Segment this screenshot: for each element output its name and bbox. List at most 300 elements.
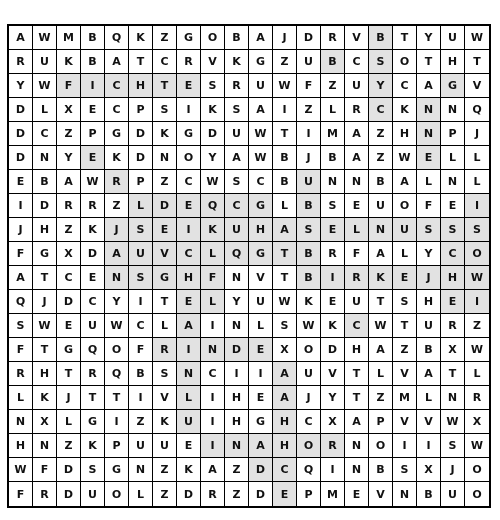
- grid-cell[interactable]: C: [177, 242, 201, 266]
- grid-cell[interactable]: K: [81, 434, 105, 458]
- grid-cell[interactable]: M: [321, 482, 345, 506]
- grid-cell[interactable]: T: [81, 386, 105, 410]
- grid-cell[interactable]: M: [57, 26, 81, 50]
- grid-cell[interactable]: U: [225, 218, 249, 242]
- grid-cell[interactable]: H: [33, 218, 57, 242]
- grid-cell[interactable]: B: [369, 458, 393, 482]
- grid-cell[interactable]: P: [297, 482, 321, 506]
- grid-cell[interactable]: W: [393, 146, 417, 170]
- grid-cell[interactable]: A: [273, 218, 297, 242]
- grid-cell[interactable]: Z: [57, 122, 81, 146]
- grid-cell[interactable]: C: [105, 98, 129, 122]
- grid-cell[interactable]: W: [249, 122, 273, 146]
- grid-cell[interactable]: Z: [225, 458, 249, 482]
- grid-cell[interactable]: A: [249, 98, 273, 122]
- grid-cell[interactable]: E: [153, 218, 177, 242]
- grid-cell[interactable]: R: [225, 74, 249, 98]
- grid-cell[interactable]: G: [153, 266, 177, 290]
- grid-cell[interactable]: U: [81, 314, 105, 338]
- grid-cell[interactable]: I: [201, 410, 225, 434]
- grid-cell[interactable]: A: [225, 146, 249, 170]
- grid-cell[interactable]: F: [297, 74, 321, 98]
- grid-cell[interactable]: E: [249, 338, 273, 362]
- grid-cell[interactable]: W: [297, 314, 321, 338]
- grid-cell[interactable]: K: [81, 218, 105, 242]
- grid-cell[interactable]: B: [33, 170, 57, 194]
- grid-cell[interactable]: S: [393, 458, 417, 482]
- grid-cell[interactable]: L: [33, 98, 57, 122]
- grid-cell[interactable]: G: [57, 338, 81, 362]
- grid-cell[interactable]: I: [129, 290, 153, 314]
- grid-cell[interactable]: V: [249, 266, 273, 290]
- grid-cell[interactable]: R: [81, 362, 105, 386]
- grid-cell[interactable]: F: [345, 242, 369, 266]
- grid-cell[interactable]: E: [57, 314, 81, 338]
- grid-cell[interactable]: D: [9, 146, 33, 170]
- grid-cell[interactable]: U: [345, 74, 369, 98]
- grid-cell[interactable]: A: [273, 362, 297, 386]
- grid-cell[interactable]: N: [441, 170, 465, 194]
- grid-cell[interactable]: C: [105, 74, 129, 98]
- grid-cell[interactable]: A: [57, 170, 81, 194]
- grid-cell[interactable]: S: [465, 218, 489, 242]
- grid-cell[interactable]: T: [33, 266, 57, 290]
- grid-cell[interactable]: L: [9, 386, 33, 410]
- grid-cell[interactable]: H: [273, 434, 297, 458]
- grid-cell[interactable]: Y: [417, 26, 441, 50]
- grid-cell[interactable]: F: [9, 482, 33, 506]
- grid-cell[interactable]: Z: [393, 338, 417, 362]
- grid-cell[interactable]: H: [225, 410, 249, 434]
- grid-cell[interactable]: N: [393, 482, 417, 506]
- grid-cell[interactable]: Z: [153, 482, 177, 506]
- grid-cell[interactable]: I: [321, 458, 345, 482]
- grid-cell[interactable]: N: [9, 410, 33, 434]
- grid-cell[interactable]: I: [297, 122, 321, 146]
- grid-cell[interactable]: U: [297, 170, 321, 194]
- grid-cell[interactable]: N: [345, 170, 369, 194]
- grid-cell[interactable]: S: [369, 50, 393, 74]
- grid-cell[interactable]: G: [249, 410, 273, 434]
- grid-cell[interactable]: I: [393, 434, 417, 458]
- grid-cell[interactable]: B: [225, 26, 249, 50]
- grid-cell[interactable]: W: [465, 338, 489, 362]
- grid-cell[interactable]: C: [369, 98, 393, 122]
- grid-cell[interactable]: T: [273, 266, 297, 290]
- grid-cell[interactable]: U: [417, 314, 441, 338]
- grid-cell[interactable]: C: [393, 74, 417, 98]
- grid-cell[interactable]: A: [9, 26, 33, 50]
- grid-cell[interactable]: B: [321, 50, 345, 74]
- grid-cell[interactable]: F: [33, 458, 57, 482]
- grid-cell[interactable]: E: [393, 266, 417, 290]
- grid-cell[interactable]: I: [465, 194, 489, 218]
- grid-cell[interactable]: U: [153, 434, 177, 458]
- grid-cell[interactable]: A: [177, 314, 201, 338]
- grid-cell[interactable]: E: [177, 434, 201, 458]
- grid-cell[interactable]: W: [465, 26, 489, 50]
- grid-cell[interactable]: N: [225, 266, 249, 290]
- grid-cell[interactable]: W: [441, 410, 465, 434]
- grid-cell[interactable]: G: [105, 122, 129, 146]
- grid-cell[interactable]: G: [105, 458, 129, 482]
- grid-cell[interactable]: U: [441, 26, 465, 50]
- grid-cell[interactable]: S: [129, 266, 153, 290]
- grid-cell[interactable]: E: [177, 290, 201, 314]
- grid-cell[interactable]: I: [177, 98, 201, 122]
- grid-cell[interactable]: O: [297, 434, 321, 458]
- grid-cell[interactable]: R: [33, 482, 57, 506]
- grid-cell[interactable]: L: [129, 194, 153, 218]
- grid-cell[interactable]: J: [9, 218, 33, 242]
- grid-cell[interactable]: Q: [9, 290, 33, 314]
- grid-cell[interactable]: J: [297, 386, 321, 410]
- grid-cell[interactable]: A: [249, 26, 273, 50]
- grid-cell[interactable]: S: [81, 458, 105, 482]
- grid-cell[interactable]: F: [417, 194, 441, 218]
- grid-cell[interactable]: T: [153, 290, 177, 314]
- grid-cell[interactable]: E: [81, 146, 105, 170]
- grid-cell[interactable]: Q: [105, 26, 129, 50]
- grid-cell[interactable]: Z: [57, 218, 81, 242]
- grid-cell[interactable]: H: [393, 122, 417, 146]
- grid-cell[interactable]: Y: [417, 242, 441, 266]
- grid-cell[interactable]: W: [105, 314, 129, 338]
- grid-cell[interactable]: N: [441, 386, 465, 410]
- grid-cell[interactable]: B: [297, 266, 321, 290]
- grid-cell[interactable]: B: [321, 146, 345, 170]
- grid-cell[interactable]: L: [441, 146, 465, 170]
- grid-cell[interactable]: C: [249, 170, 273, 194]
- grid-cell[interactable]: J: [441, 458, 465, 482]
- grid-cell[interactable]: K: [105, 146, 129, 170]
- grid-cell[interactable]: X: [441, 338, 465, 362]
- grid-cell[interactable]: C: [153, 50, 177, 74]
- grid-cell[interactable]: L: [249, 314, 273, 338]
- grid-cell[interactable]: K: [33, 386, 57, 410]
- grid-cell[interactable]: L: [321, 98, 345, 122]
- grid-cell[interactable]: Z: [273, 50, 297, 74]
- grid-cell[interactable]: B: [297, 194, 321, 218]
- grid-cell[interactable]: A: [201, 458, 225, 482]
- grid-cell[interactable]: A: [393, 170, 417, 194]
- grid-cell[interactable]: P: [369, 410, 393, 434]
- grid-cell[interactable]: H: [9, 434, 33, 458]
- grid-cell[interactable]: L: [393, 242, 417, 266]
- grid-cell[interactable]: F: [9, 242, 33, 266]
- grid-cell[interactable]: G: [177, 26, 201, 50]
- grid-cell[interactable]: C: [273, 458, 297, 482]
- grid-cell[interactable]: A: [9, 266, 33, 290]
- grid-cell[interactable]: Q: [465, 98, 489, 122]
- grid-cell[interactable]: V: [201, 50, 225, 74]
- grid-cell[interactable]: F: [57, 74, 81, 98]
- grid-cell[interactable]: C: [81, 290, 105, 314]
- grid-cell[interactable]: D: [81, 242, 105, 266]
- grid-cell[interactable]: I: [105, 410, 129, 434]
- grid-cell[interactable]: V: [369, 482, 393, 506]
- grid-cell[interactable]: D: [57, 290, 81, 314]
- grid-cell[interactable]: R: [345, 98, 369, 122]
- grid-cell[interactable]: U: [297, 362, 321, 386]
- grid-cell[interactable]: J: [105, 218, 129, 242]
- grid-cell[interactable]: X: [417, 458, 441, 482]
- grid-cell[interactable]: D: [153, 194, 177, 218]
- grid-cell[interactable]: E: [81, 266, 105, 290]
- grid-cell[interactable]: B: [273, 146, 297, 170]
- grid-cell[interactable]: X: [273, 338, 297, 362]
- grid-cell[interactable]: X: [57, 98, 81, 122]
- grid-cell[interactable]: N: [33, 434, 57, 458]
- grid-cell[interactable]: L: [201, 290, 225, 314]
- grid-cell[interactable]: Y: [225, 290, 249, 314]
- grid-cell[interactable]: J: [297, 146, 321, 170]
- grid-cell[interactable]: A: [369, 338, 393, 362]
- grid-cell[interactable]: I: [417, 434, 441, 458]
- grid-cell[interactable]: T: [153, 74, 177, 98]
- grid-cell[interactable]: B: [273, 170, 297, 194]
- grid-cell[interactable]: W: [273, 74, 297, 98]
- grid-cell[interactable]: D: [249, 458, 273, 482]
- grid-cell[interactable]: I: [249, 362, 273, 386]
- grid-cell[interactable]: Z: [369, 146, 393, 170]
- grid-cell[interactable]: S: [297, 218, 321, 242]
- grid-cell[interactable]: D: [9, 98, 33, 122]
- grid-cell[interactable]: K: [369, 266, 393, 290]
- grid-cell[interactable]: T: [465, 50, 489, 74]
- grid-cell[interactable]: N: [417, 122, 441, 146]
- grid-cell[interactable]: E: [9, 170, 33, 194]
- grid-cell[interactable]: K: [201, 218, 225, 242]
- grid-cell[interactable]: J: [57, 386, 81, 410]
- grid-cell[interactable]: I: [465, 290, 489, 314]
- grid-cell[interactable]: S: [153, 362, 177, 386]
- grid-cell[interactable]: Q: [201, 194, 225, 218]
- grid-cell[interactable]: P: [105, 434, 129, 458]
- grid-cell[interactable]: E: [345, 482, 369, 506]
- grid-cell[interactable]: U: [345, 290, 369, 314]
- grid-cell[interactable]: H: [441, 50, 465, 74]
- grid-cell[interactable]: V: [345, 26, 369, 50]
- grid-cell[interactable]: W: [33, 74, 57, 98]
- grid-cell[interactable]: N: [417, 98, 441, 122]
- grid-cell[interactable]: I: [273, 98, 297, 122]
- grid-cell[interactable]: L: [57, 410, 81, 434]
- grid-cell[interactable]: C: [129, 314, 153, 338]
- grid-cell[interactable]: S: [153, 98, 177, 122]
- grid-cell[interactable]: C: [345, 314, 369, 338]
- grid-cell[interactable]: B: [297, 242, 321, 266]
- grid-cell[interactable]: Z: [225, 482, 249, 506]
- grid-cell[interactable]: X: [321, 410, 345, 434]
- grid-cell[interactable]: T: [345, 362, 369, 386]
- grid-cell[interactable]: K: [153, 410, 177, 434]
- grid-cell[interactable]: R: [57, 194, 81, 218]
- grid-cell[interactable]: T: [273, 242, 297, 266]
- grid-cell[interactable]: T: [33, 338, 57, 362]
- grid-cell[interactable]: W: [249, 146, 273, 170]
- grid-cell[interactable]: I: [177, 338, 201, 362]
- grid-cell[interactable]: X: [465, 410, 489, 434]
- grid-cell[interactable]: K: [201, 98, 225, 122]
- grid-cell[interactable]: S: [201, 74, 225, 98]
- grid-cell[interactable]: P: [441, 122, 465, 146]
- grid-cell[interactable]: L: [465, 146, 489, 170]
- grid-cell[interactable]: R: [465, 386, 489, 410]
- grid-cell[interactable]: S: [417, 218, 441, 242]
- grid-cell[interactable]: S: [441, 218, 465, 242]
- grid-cell[interactable]: G: [33, 242, 57, 266]
- grid-cell[interactable]: G: [441, 74, 465, 98]
- grid-cell[interactable]: I: [321, 266, 345, 290]
- grid-cell[interactable]: O: [297, 338, 321, 362]
- grid-cell[interactable]: S: [273, 314, 297, 338]
- grid-cell[interactable]: N: [129, 458, 153, 482]
- grid-cell[interactable]: Z: [105, 194, 129, 218]
- grid-cell[interactable]: K: [393, 98, 417, 122]
- grid-cell[interactable]: H: [33, 362, 57, 386]
- grid-cell[interactable]: U: [441, 482, 465, 506]
- grid-cell[interactable]: T: [441, 362, 465, 386]
- grid-cell[interactable]: W: [369, 314, 393, 338]
- grid-cell[interactable]: Z: [369, 386, 393, 410]
- grid-cell[interactable]: V: [321, 362, 345, 386]
- grid-cell[interactable]: R: [153, 338, 177, 362]
- grid-cell[interactable]: O: [369, 434, 393, 458]
- grid-cell[interactable]: T: [345, 386, 369, 410]
- grid-cell[interactable]: H: [129, 74, 153, 98]
- grid-cell[interactable]: B: [81, 26, 105, 50]
- grid-cell[interactable]: L: [417, 170, 441, 194]
- grid-cell[interactable]: K: [153, 122, 177, 146]
- grid-cell[interactable]: P: [129, 98, 153, 122]
- grid-cell[interactable]: R: [105, 170, 129, 194]
- grid-cell[interactable]: D: [33, 194, 57, 218]
- grid-cell[interactable]: V: [153, 242, 177, 266]
- grid-cell[interactable]: S: [129, 218, 153, 242]
- grid-cell[interactable]: H: [273, 410, 297, 434]
- grid-cell[interactable]: W: [9, 458, 33, 482]
- grid-cell[interactable]: A: [369, 242, 393, 266]
- grid-cell[interactable]: S: [225, 98, 249, 122]
- grid-cell[interactable]: Y: [105, 290, 129, 314]
- grid-cell[interactable]: W: [201, 170, 225, 194]
- grid-cell[interactable]: E: [177, 74, 201, 98]
- grid-cell[interactable]: D: [129, 122, 153, 146]
- grid-cell[interactable]: E: [417, 146, 441, 170]
- grid-cell[interactable]: I: [81, 74, 105, 98]
- grid-cell[interactable]: E: [177, 194, 201, 218]
- grid-cell[interactable]: L: [465, 362, 489, 386]
- grid-cell[interactable]: K: [177, 458, 201, 482]
- grid-cell[interactable]: C: [441, 242, 465, 266]
- grid-cell[interactable]: T: [417, 50, 441, 74]
- grid-cell[interactable]: E: [441, 194, 465, 218]
- grid-cell[interactable]: H: [225, 386, 249, 410]
- grid-cell[interactable]: R: [441, 314, 465, 338]
- grid-cell[interactable]: W: [273, 290, 297, 314]
- grid-cell[interactable]: Z: [369, 122, 393, 146]
- grid-cell[interactable]: G: [249, 50, 273, 74]
- grid-cell[interactable]: T: [273, 122, 297, 146]
- grid-cell[interactable]: W: [465, 266, 489, 290]
- grid-cell[interactable]: E: [321, 290, 345, 314]
- grid-cell[interactable]: V: [465, 74, 489, 98]
- grid-cell[interactable]: A: [249, 434, 273, 458]
- grid-cell[interactable]: U: [33, 50, 57, 74]
- grid-cell[interactable]: E: [345, 194, 369, 218]
- grid-cell[interactable]: Q: [225, 242, 249, 266]
- grid-cell[interactable]: R: [321, 26, 345, 50]
- grid-cell[interactable]: S: [441, 434, 465, 458]
- grid-cell[interactable]: F: [201, 266, 225, 290]
- grid-cell[interactable]: J: [33, 290, 57, 314]
- grid-cell[interactable]: V: [153, 386, 177, 410]
- grid-cell[interactable]: K: [129, 26, 153, 50]
- grid-cell[interactable]: K: [225, 50, 249, 74]
- grid-cell[interactable]: O: [465, 458, 489, 482]
- grid-cell[interactable]: A: [105, 50, 129, 74]
- grid-cell[interactable]: D: [57, 458, 81, 482]
- grid-cell[interactable]: A: [345, 146, 369, 170]
- grid-cell[interactable]: E: [81, 98, 105, 122]
- grid-cell[interactable]: R: [201, 482, 225, 506]
- grid-cell[interactable]: H: [345, 338, 369, 362]
- grid-cell[interactable]: O: [105, 338, 129, 362]
- grid-cell[interactable]: T: [369, 290, 393, 314]
- grid-cell[interactable]: R: [345, 266, 369, 290]
- grid-cell[interactable]: H: [441, 266, 465, 290]
- grid-cell[interactable]: Y: [321, 386, 345, 410]
- grid-cell[interactable]: X: [33, 410, 57, 434]
- grid-cell[interactable]: T: [57, 362, 81, 386]
- grid-cell[interactable]: N: [345, 458, 369, 482]
- grid-cell[interactable]: C: [33, 122, 57, 146]
- grid-cell[interactable]: B: [129, 362, 153, 386]
- grid-cell[interactable]: L: [273, 194, 297, 218]
- grid-cell[interactable]: T: [393, 314, 417, 338]
- grid-cell[interactable]: U: [225, 122, 249, 146]
- grid-cell[interactable]: U: [177, 410, 201, 434]
- grid-cell[interactable]: D: [9, 122, 33, 146]
- grid-cell[interactable]: U: [297, 50, 321, 74]
- grid-cell[interactable]: G: [249, 194, 273, 218]
- grid-cell[interactable]: L: [129, 482, 153, 506]
- grid-cell[interactable]: A: [417, 362, 441, 386]
- grid-cell[interactable]: Q: [105, 362, 129, 386]
- grid-cell[interactable]: C: [297, 410, 321, 434]
- grid-cell[interactable]: P: [129, 170, 153, 194]
- grid-cell[interactable]: E: [273, 482, 297, 506]
- grid-cell[interactable]: O: [105, 482, 129, 506]
- grid-cell[interactable]: G: [81, 410, 105, 434]
- grid-cell[interactable]: L: [465, 170, 489, 194]
- grid-cell[interactable]: R: [321, 434, 345, 458]
- grid-cell[interactable]: A: [345, 410, 369, 434]
- grid-cell[interactable]: N: [441, 98, 465, 122]
- grid-cell[interactable]: N: [321, 170, 345, 194]
- grid-cell[interactable]: I: [129, 386, 153, 410]
- grid-cell[interactable]: N: [105, 266, 129, 290]
- grid-cell[interactable]: X: [57, 242, 81, 266]
- grid-cell[interactable]: B: [81, 50, 105, 74]
- grid-cell[interactable]: W: [33, 314, 57, 338]
- grid-cell[interactable]: L: [417, 386, 441, 410]
- grid-cell[interactable]: K: [297, 290, 321, 314]
- grid-cell[interactable]: I: [9, 194, 33, 218]
- grid-cell[interactable]: D: [249, 482, 273, 506]
- grid-cell[interactable]: B: [369, 26, 393, 50]
